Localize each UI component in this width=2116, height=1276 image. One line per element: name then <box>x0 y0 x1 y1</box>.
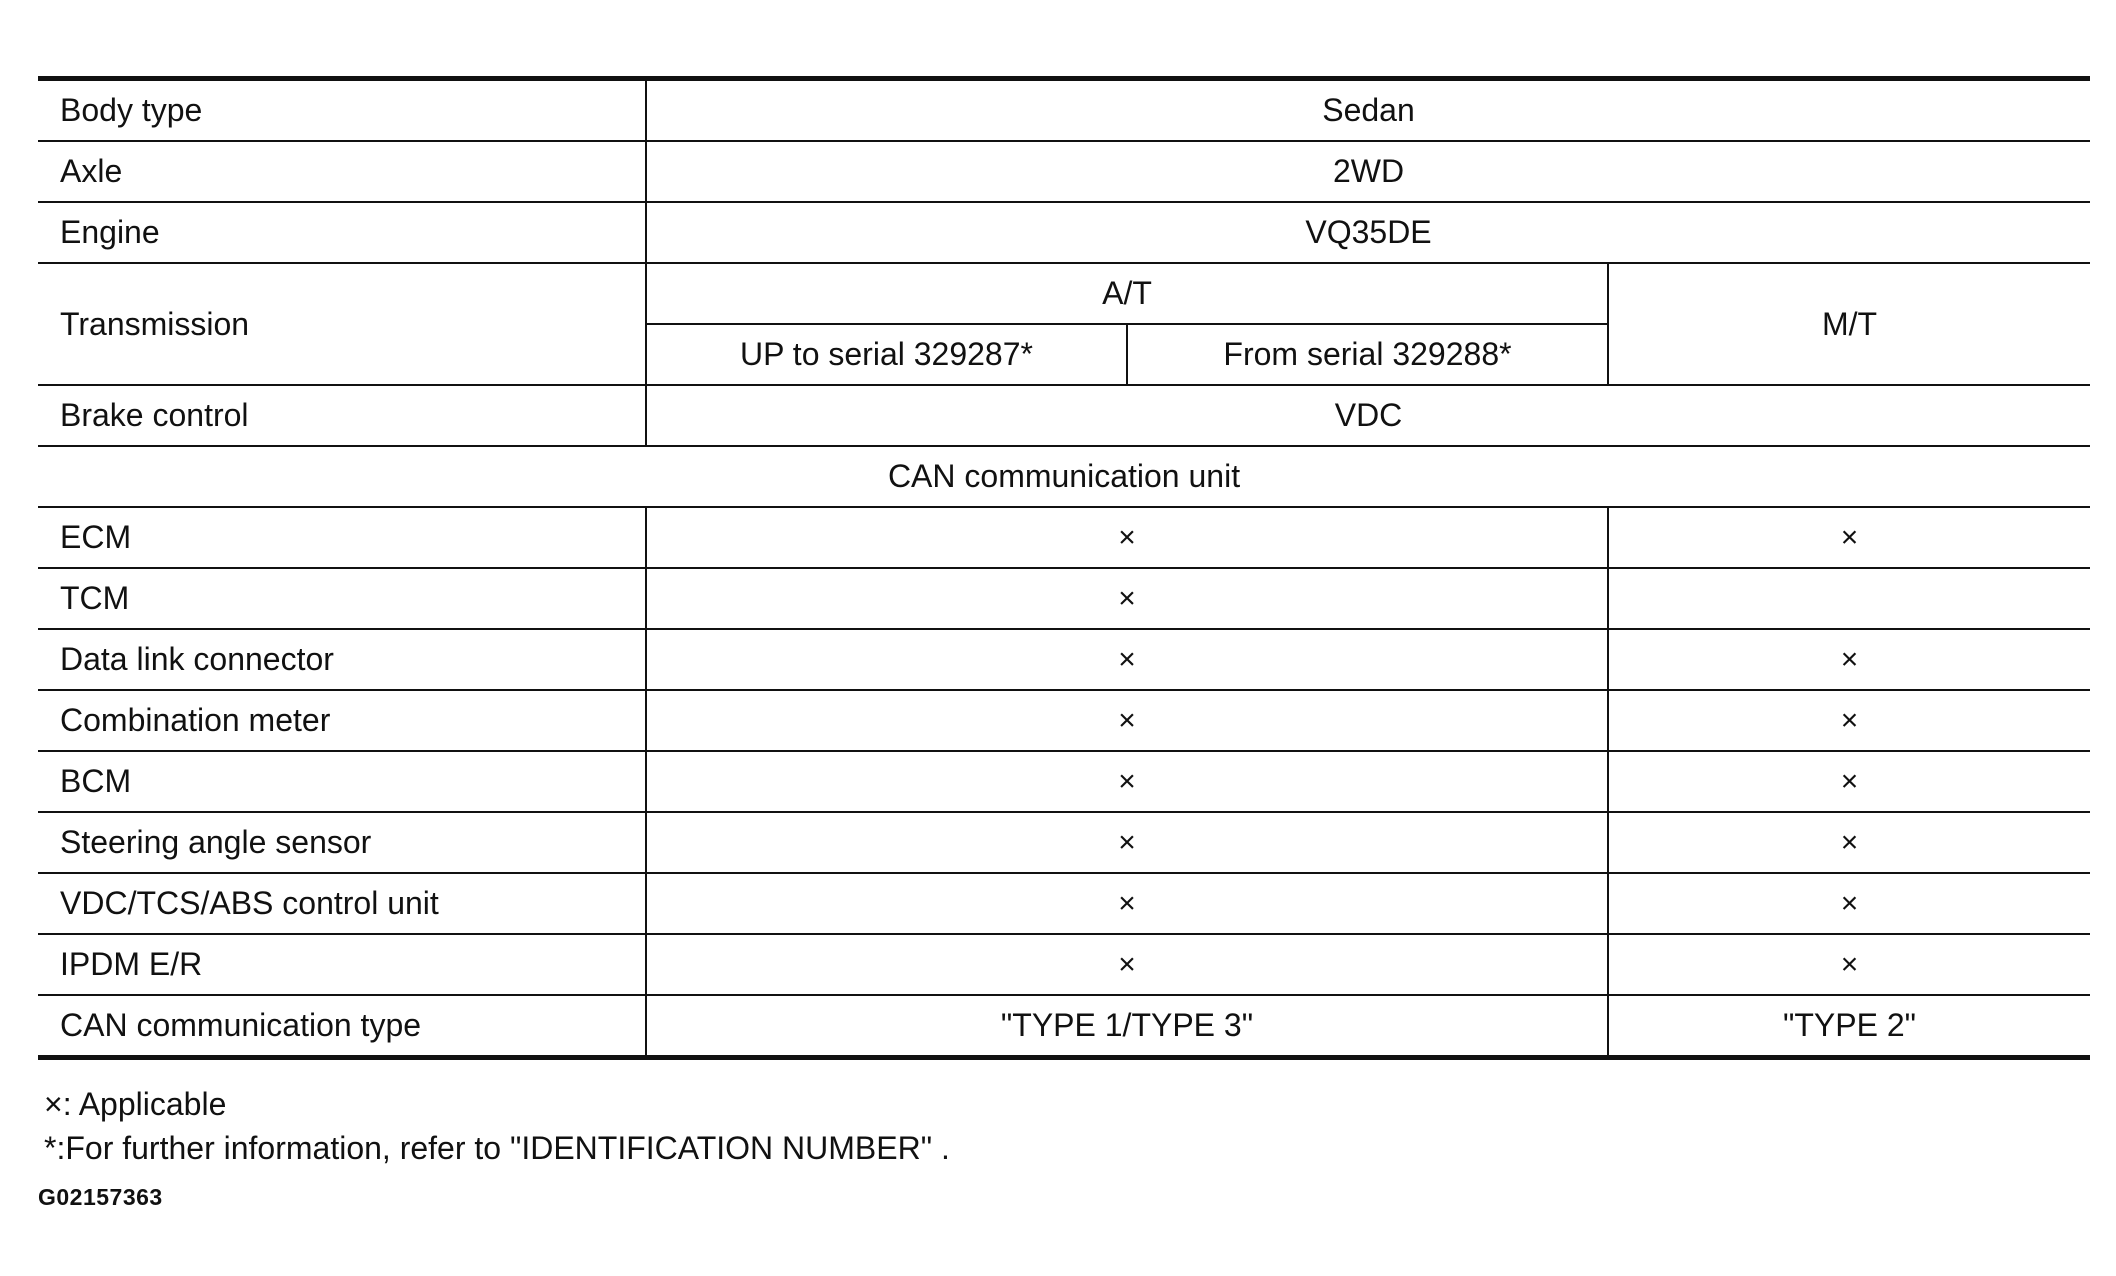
row-value: VDC <box>646 385 2090 446</box>
table-row <box>38 507 2090 568</box>
table-row <box>38 629 2090 690</box>
can-type-mt: "TYPE 2" <box>1608 995 2090 1058</box>
unit-label: TCM <box>38 568 646 629</box>
row-value: VQ35DE <box>646 202 2090 263</box>
mt-applicable-mark: × <box>1608 507 2090 568</box>
table-row-brake-control <box>38 385 2090 446</box>
row-label: Transmission <box>38 263 646 385</box>
at-applicable-mark: × <box>646 751 1608 812</box>
mt-applicable-mark: × <box>1608 873 2090 934</box>
unit-label: Data link connector <box>38 629 646 690</box>
table-row-section-header <box>38 446 2090 507</box>
unit-label: BCM <box>38 751 646 812</box>
unit-label: Steering angle sensor <box>38 812 646 873</box>
at-applicable-mark: × <box>646 812 1608 873</box>
at-applicable-mark: × <box>646 568 1608 629</box>
at-from-serial: From serial 329288* <box>1127 324 1608 385</box>
row-label: Body type <box>38 79 646 142</box>
table-notes <box>44 1082 950 1170</box>
unit-label: ECM <box>38 507 646 568</box>
row-label: Engine <box>38 202 646 263</box>
further-info-note: *:For further information, refer to "IDENTIFICATION NUMBER" . <box>44 1130 950 1166</box>
table-row <box>38 690 2090 751</box>
unit-label: Combination meter <box>38 690 646 751</box>
mt-applicable-mark: × <box>1608 934 2090 995</box>
figure-id: G02157363 <box>38 1184 163 1210</box>
mt-applicable-mark: × <box>1608 751 2090 812</box>
at-applicable-mark: × <box>646 690 1608 751</box>
at-applicable-mark: × <box>646 934 1608 995</box>
table-row <box>38 934 2090 995</box>
table-row-transmission <box>38 263 2090 324</box>
row-label: CAN communication type <box>38 995 646 1058</box>
unit-label: IPDM E/R <box>38 934 646 995</box>
row-value: Sedan <box>646 79 2090 142</box>
can-unit-section-header: CAN communication unit <box>38 446 2090 507</box>
table-row <box>38 873 2090 934</box>
mt-applicable-mark: × <box>1608 690 2090 751</box>
can-type-at: "TYPE 1/TYPE 3" <box>646 995 1608 1058</box>
table-row-engine <box>38 202 2090 263</box>
at-applicable-mark: × <box>646 873 1608 934</box>
table-row <box>38 812 2090 873</box>
mt-applicable-mark <box>1608 568 2090 629</box>
unit-label: VDC/TCS/ABS control unit <box>38 873 646 934</box>
applicable-legend-note: ×: Applicable <box>44 1086 227 1122</box>
at-applicable-mark: × <box>646 507 1608 568</box>
transmission-at-header: A/T <box>646 263 1608 324</box>
spec-table-container <box>38 76 2090 1060</box>
at-up-to-serial: UP to serial 329287* <box>646 324 1127 385</box>
table-row-can-type <box>38 995 2090 1058</box>
at-applicable-mark: × <box>646 629 1608 690</box>
table-row-body-type <box>38 79 2090 142</box>
table-row-axle <box>38 141 2090 202</box>
table-row <box>38 751 2090 812</box>
mt-applicable-mark: × <box>1608 812 2090 873</box>
table-row <box>38 568 2090 629</box>
row-label: Axle <box>38 141 646 202</box>
row-value: 2WD <box>646 141 2090 202</box>
transmission-mt-header: M/T <box>1608 263 2090 385</box>
can-system-spec-table <box>38 76 2090 1060</box>
row-label: Brake control <box>38 385 646 446</box>
mt-applicable-mark: × <box>1608 629 2090 690</box>
